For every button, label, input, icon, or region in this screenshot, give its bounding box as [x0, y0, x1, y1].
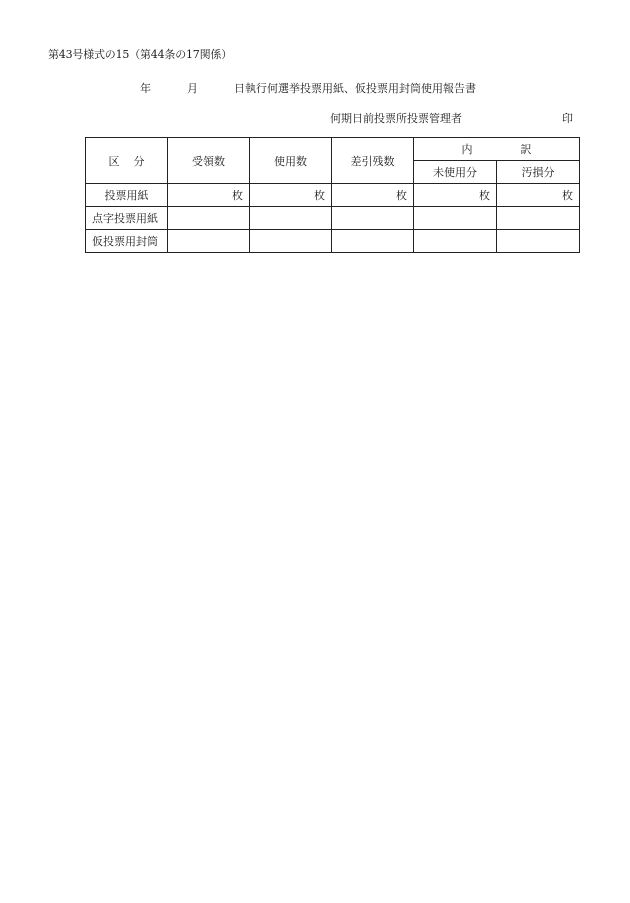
received-cell: 枚	[168, 184, 250, 207]
remaining-cell: 枚	[332, 184, 414, 207]
used-cell	[250, 230, 332, 253]
unused-cell	[414, 207, 497, 230]
header-row-top	[86, 138, 580, 161]
header-category-a: 区	[108, 154, 120, 168]
used-cell: 枚	[250, 184, 332, 207]
damaged-cell	[497, 230, 580, 253]
remaining-cell	[332, 230, 414, 253]
table-row	[86, 207, 580, 230]
header-breakdown-b: 訳	[520, 143, 532, 156]
header-damaged: 汚損分	[497, 161, 580, 184]
damaged-cell: 枚	[497, 184, 580, 207]
table-row	[86, 230, 580, 253]
report-title: 日執行何選挙投票用紙、仮投票用封筒使用報告書	[234, 82, 476, 95]
received-cell	[168, 230, 250, 253]
row-label: 仮投票用封筒	[86, 230, 168, 253]
used-cell	[250, 207, 332, 230]
row-label: 点字投票用紙	[86, 207, 168, 230]
header-breakdown	[414, 138, 580, 161]
form-number: 第43号様式の15（第44条の17関係）	[48, 48, 232, 61]
header-category-b: 分	[133, 154, 145, 168]
header-unused: 未使用分	[414, 161, 497, 184]
unused-cell	[414, 230, 497, 253]
seal-label: 印	[562, 112, 573, 125]
header-used: 使用数	[250, 138, 332, 184]
damaged-cell	[497, 207, 580, 230]
year-label: 年	[140, 82, 151, 95]
report-title-line	[0, 80, 630, 96]
table-row	[86, 184, 580, 207]
received-cell	[168, 207, 250, 230]
manager-label: 何期日前投票所投票管理者	[330, 112, 462, 125]
header-received: 受領数	[168, 138, 250, 184]
usage-report-table	[85, 137, 580, 253]
header-category	[86, 138, 168, 184]
manager-line	[0, 110, 630, 126]
header-breakdown-a: 内	[461, 143, 473, 156]
unused-cell: 枚	[414, 184, 497, 207]
header-remaining: 差引残数	[332, 138, 414, 184]
row-label: 投票用紙	[86, 184, 168, 207]
month-label: 月	[187, 82, 198, 95]
remaining-cell	[332, 207, 414, 230]
